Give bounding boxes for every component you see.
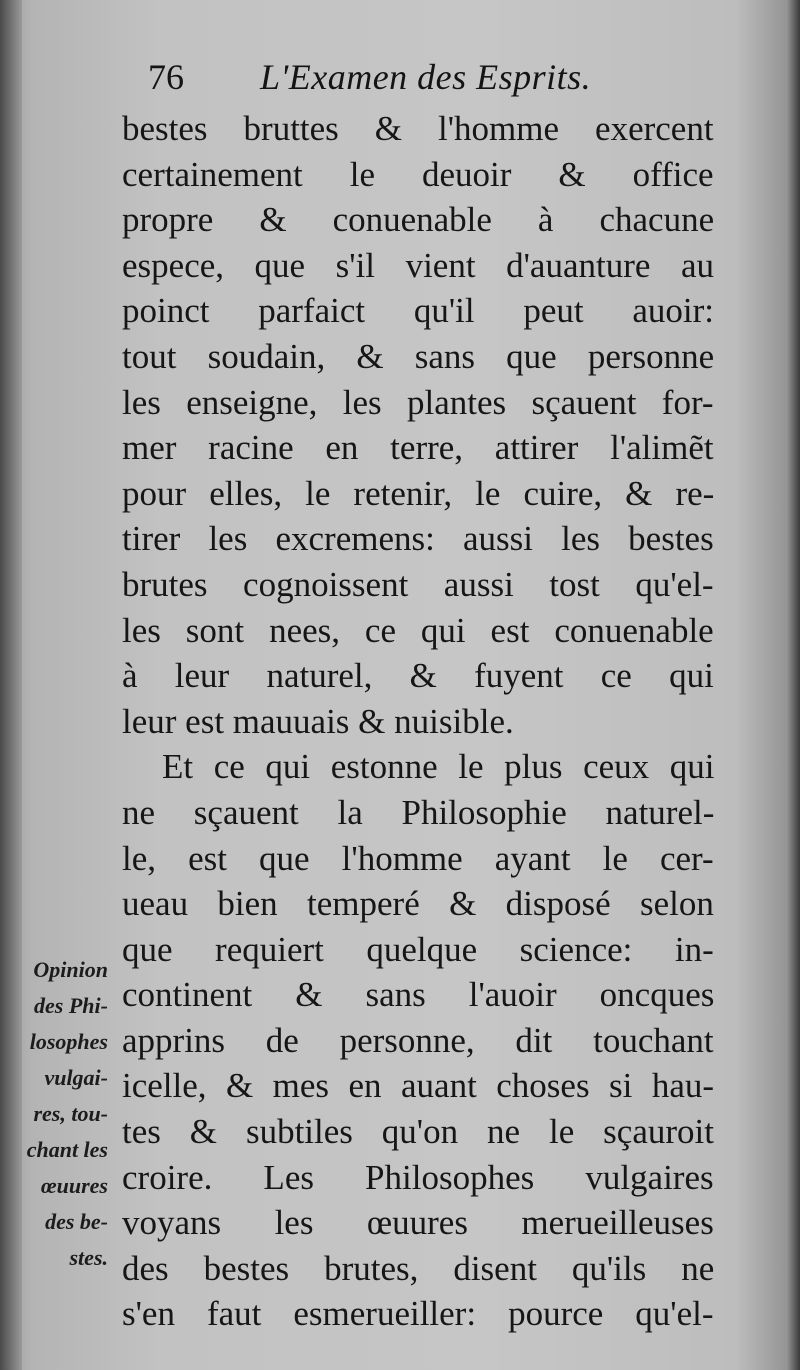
text-line: continent & sans l'auoir oncques (122, 975, 714, 1015)
text-line: propre & conuenable à chacune (122, 200, 714, 240)
text-line: tout soudain, & sans que personne (122, 336, 714, 376)
margin-note-line: stes. (69, 1245, 108, 1270)
main-text-block (122, 106, 714, 1337)
margin-note-line: des Phi- (34, 993, 108, 1018)
text-line: bestes bruttes & l'homme exercent (122, 109, 714, 148)
page-header (148, 52, 648, 108)
text-line: Et ce qui estonne le plus ceux qui (162, 747, 714, 787)
margin-note-line: œuures (40, 1173, 108, 1198)
text-line: leur est mauuais & nuisible. (122, 701, 514, 741)
text-line: voyans les œuures merueilleuses (122, 1203, 714, 1243)
text-line: ne sçauent la Philosophie naturel- (122, 792, 714, 832)
text-line: espece, que s'il vient d'auanture au (122, 245, 714, 285)
running-title: L'Examen des Esprits. (260, 57, 592, 97)
text-line: s'en faut esmerueiller: pource qu'el- (122, 1294, 714, 1334)
margin-note-line: des be- (45, 1209, 108, 1234)
margin-note-line: chant les (26, 1137, 108, 1162)
text-line: icelle, & mes en auant choses si hau- (122, 1066, 714, 1106)
text-line: brutes cognoissent aussi tost qu'el- (122, 564, 714, 604)
text-line: tes & subtiles qu'on ne le sçauroit (122, 1112, 714, 1152)
text-line: ueau bien temperé & disposé selon (122, 884, 714, 924)
margin-note-line: Opinion (33, 957, 108, 982)
text-line: croire. Les Philosophes vulgaires (122, 1157, 714, 1197)
text-line: que requiert quelque science: in- (122, 929, 714, 969)
page-right-edge (786, 0, 800, 1370)
text-line: à leur naturel, & fuyent ce qui (122, 656, 714, 696)
text-line: les enseigne, les plantes sçauent for- (122, 382, 714, 422)
page-number: 76 (148, 57, 184, 97)
text-line: le, est que l'homme ayant le cer- (122, 838, 714, 878)
text-line: apprins de personne, dit touchant (122, 1020, 714, 1060)
text-line: poinct parfaict qu'il peut auoir: (122, 291, 714, 331)
margin-note-line: res, tou- (33, 1101, 108, 1126)
text-line: pour elles, le retenir, le cuire, & re- (122, 473, 714, 513)
margin-note (0, 952, 108, 1276)
margin-note-line: vulgai- (44, 1065, 108, 1090)
margin-note-line: losophes (29, 1029, 108, 1054)
text-line: mer racine en terre, attirer l'alimẽt (122, 428, 714, 468)
text-line: des bestes brutes, disent qu'ils ne (122, 1248, 714, 1288)
text-line: certainement le deuoir & office (122, 154, 714, 194)
text-line: les sont nees, ce qui est conuenable (122, 610, 714, 650)
text-line: tirer les excremens: aussi les bestes (122, 519, 714, 559)
